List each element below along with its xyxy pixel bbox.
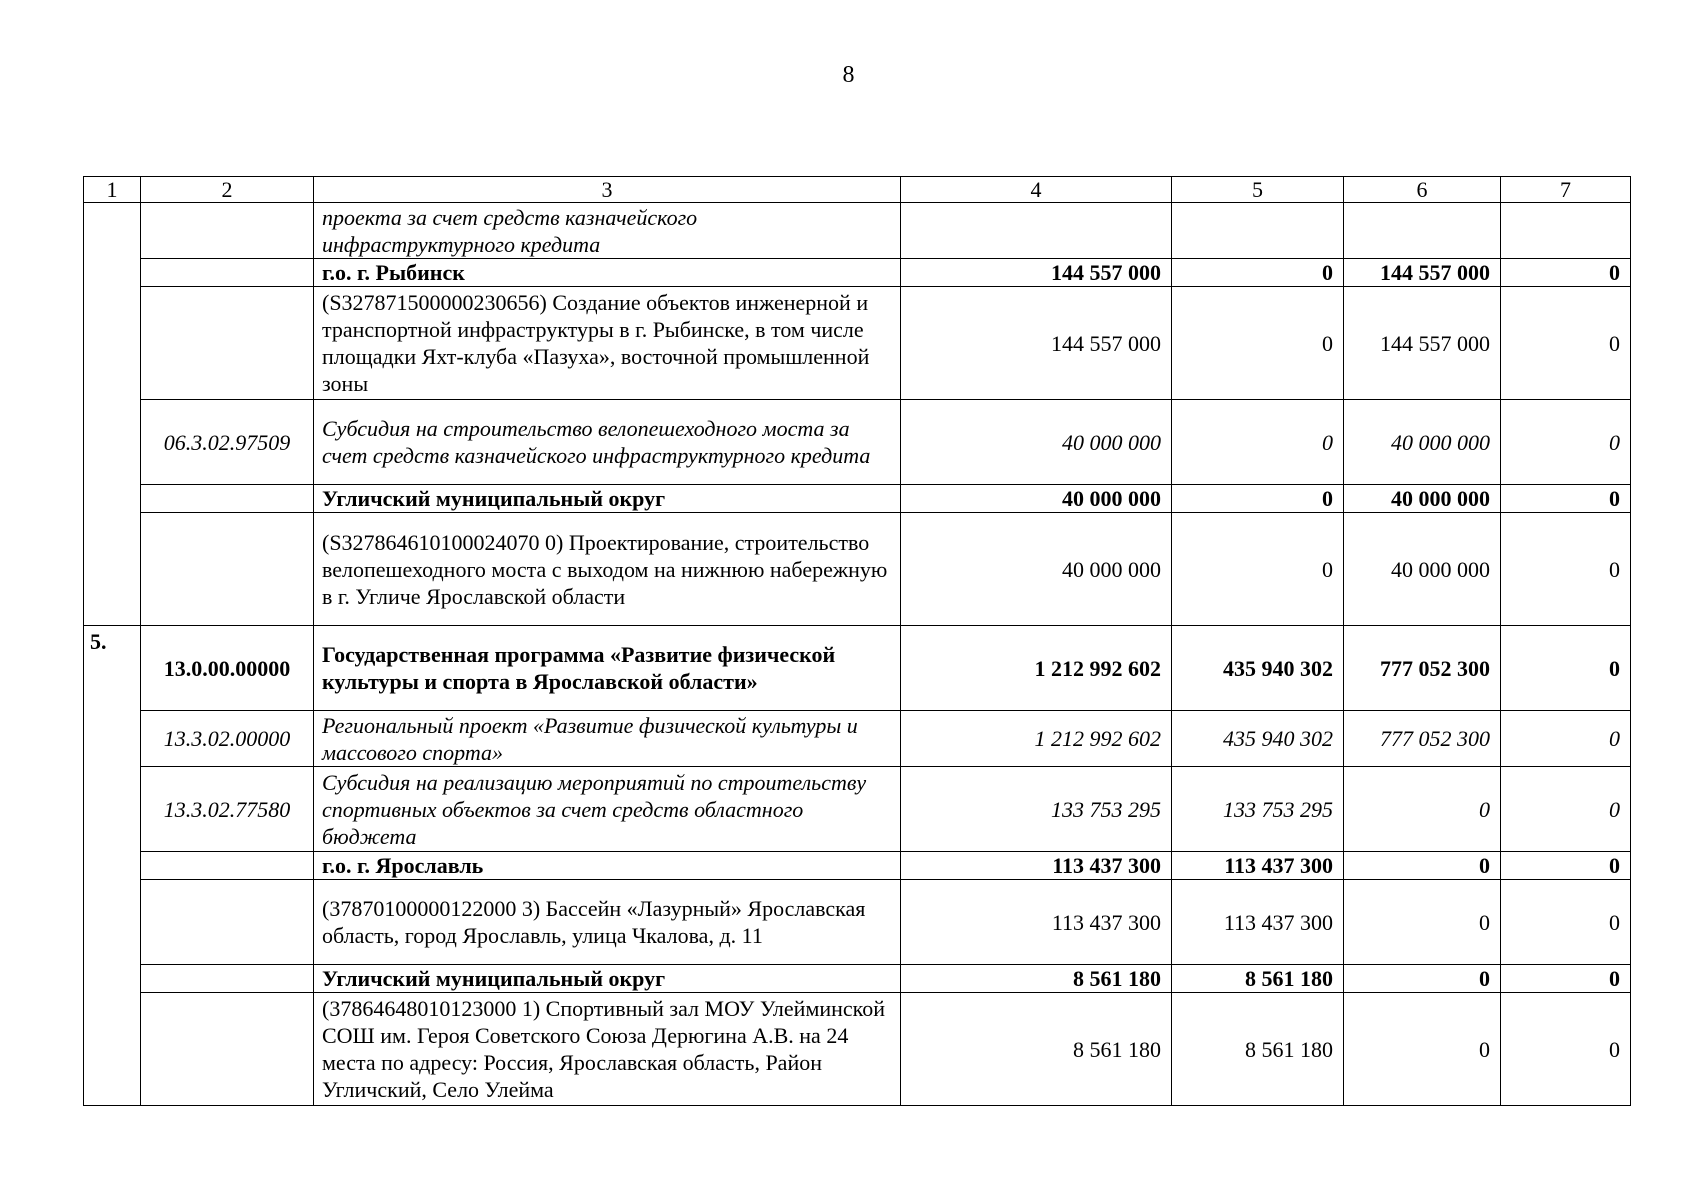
- amount-cell: 0: [1344, 880, 1501, 965]
- code-cell: 13.0.00.00000: [141, 626, 314, 711]
- table-row: [84, 400, 1631, 485]
- table-header-row: [84, 177, 1631, 203]
- amount-cell: [1501, 203, 1631, 259]
- column-header: 6: [1344, 177, 1501, 203]
- amount-cell: 0: [1344, 993, 1501, 1106]
- description-cell: г.о. г. Рыбинск: [314, 259, 901, 287]
- amount-cell: 144 557 000: [1344, 287, 1501, 400]
- code-cell: 06.3.02.97509: [141, 400, 314, 485]
- amount-cell: 113 437 300: [1172, 880, 1344, 965]
- amount-cell: 0: [1501, 400, 1631, 485]
- amount-cell: 8 561 180: [901, 993, 1172, 1106]
- amount-cell: 144 557 000: [901, 259, 1172, 287]
- amount-cell: 777 052 300: [1344, 711, 1501, 767]
- code-cell: [141, 880, 314, 965]
- amount-cell: 435 940 302: [1172, 711, 1344, 767]
- amount-cell: 0: [1501, 513, 1631, 626]
- amount-cell: 0: [1172, 287, 1344, 400]
- column-header: 2: [141, 177, 314, 203]
- amount-cell: 8 561 180: [1172, 993, 1344, 1106]
- column-header: 4: [901, 177, 1172, 203]
- description-cell: проекта за счет средств казначейского инфраструктурного кредита: [314, 203, 901, 259]
- amount-cell: 0: [1501, 711, 1631, 767]
- table-row: [84, 993, 1631, 1106]
- description-cell: Государственная программа «Развитие физической культуры и спорта в Ярославской области»: [314, 626, 901, 711]
- amount-cell: 40 000 000: [901, 400, 1172, 485]
- amount-cell: 0: [1344, 965, 1501, 993]
- amount-cell: 113 437 300: [901, 880, 1172, 965]
- description-cell: Угличский муниципальный округ: [314, 965, 901, 993]
- table-row: [84, 852, 1631, 880]
- amount-cell: [1172, 203, 1344, 259]
- amount-cell: 1 212 992 602: [901, 626, 1172, 711]
- amount-cell: 0: [1501, 287, 1631, 400]
- table-row: [84, 259, 1631, 287]
- column-header: 1: [84, 177, 141, 203]
- table-row: [84, 287, 1631, 400]
- page-number: 8: [842, 62, 855, 88]
- amount-cell: 40 000 000: [901, 485, 1172, 513]
- code-cell: [141, 993, 314, 1106]
- amount-cell: 8 561 180: [1172, 965, 1344, 993]
- amount-cell: 435 940 302: [1172, 626, 1344, 711]
- table-row: [84, 711, 1631, 767]
- description-cell: (S327871500000230656) Создание объектов инженерной и транспортной инфраструктуры в г. Рыбинске, в том числе площадки Яхт-клуба «Пазуха», восточной промышленной зоны: [314, 287, 901, 400]
- table-row: [84, 767, 1631, 852]
- amount-cell: 0: [1172, 513, 1344, 626]
- row-index-cell: [84, 203, 141, 626]
- amount-cell: 8 561 180: [901, 965, 1172, 993]
- amount-cell: 0: [1501, 852, 1631, 880]
- amount-cell: 0: [1501, 993, 1631, 1106]
- amount-cell: 1 212 992 602: [901, 711, 1172, 767]
- amount-cell: 0: [1501, 965, 1631, 993]
- amount-cell: 0: [1344, 767, 1501, 852]
- table-row: [84, 485, 1631, 513]
- description-cell: (37864648010123000 1) Спортивный зал МОУ Улейминской СОШ им. Героя Советского Союза Дерюгина А.В. на 24 места по адресу: Россия, Ярославская область, Район Угличский, Село Улейма: [314, 993, 901, 1106]
- amount-cell: 144 557 000: [1344, 259, 1501, 287]
- column-header: 5: [1172, 177, 1344, 203]
- code-cell: [141, 203, 314, 259]
- description-cell: Субсидия на реализацию мероприятий по строительству спортивных объектов за счет средств областного бюджета: [314, 767, 901, 852]
- amount-cell: 113 437 300: [1172, 852, 1344, 880]
- amount-cell: 0: [1501, 259, 1631, 287]
- amount-cell: 40 000 000: [1344, 513, 1501, 626]
- table-row: [84, 965, 1631, 993]
- amount-cell: 0: [1501, 626, 1631, 711]
- code-cell: [141, 259, 314, 287]
- description-cell: (37870100000122000 3) Бассейн «Лазурный» Ярославская область, город Ярославль, улица Чкалова, д. 11: [314, 880, 901, 965]
- amount-cell: 0: [1344, 852, 1501, 880]
- code-cell: 13.3.02.77580: [141, 767, 314, 852]
- code-cell: [141, 287, 314, 400]
- description-cell: Субсидия на строительство велопешеходного моста за счет средств казначейского инфраструктурного кредита: [314, 400, 901, 485]
- amount-cell: 0: [1501, 767, 1631, 852]
- table-row: [84, 626, 1631, 711]
- code-cell: [141, 485, 314, 513]
- description-cell: г.о. г. Ярославль: [314, 852, 901, 880]
- amount-cell: 144 557 000: [901, 287, 1172, 400]
- code-cell: 13.3.02.00000: [141, 711, 314, 767]
- table-row: [84, 203, 1631, 259]
- amount-cell: 40 000 000: [1344, 485, 1501, 513]
- budget-table: [83, 176, 1631, 1106]
- table-row: [84, 513, 1631, 626]
- amount-cell: 777 052 300: [1344, 626, 1501, 711]
- amount-cell: [1344, 203, 1501, 259]
- table-row: [84, 880, 1631, 965]
- description-cell: Угличский муниципальный округ: [314, 485, 901, 513]
- amount-cell: 133 753 295: [1172, 767, 1344, 852]
- code-cell: [141, 965, 314, 993]
- amount-cell: 0: [1172, 259, 1344, 287]
- amount-cell: 0: [1172, 485, 1344, 513]
- amount-cell: 0: [1172, 400, 1344, 485]
- code-cell: [141, 513, 314, 626]
- column-header: 3: [314, 177, 901, 203]
- description-cell: Региональный проект «Развитие физической культуры и массового спорта»: [314, 711, 901, 767]
- amount-cell: 0: [1501, 485, 1631, 513]
- amount-cell: 40 000 000: [1344, 400, 1501, 485]
- amount-cell: 133 753 295: [901, 767, 1172, 852]
- amount-cell: 113 437 300: [901, 852, 1172, 880]
- code-cell: [141, 852, 314, 880]
- amount-cell: 0: [1501, 880, 1631, 965]
- description-cell: (S327864610100024070 0) Проектирование, строительство велопешеходного моста с выходом на нижнюю набережную в г. Угличе Ярославской области: [314, 513, 901, 626]
- amount-cell: [901, 203, 1172, 259]
- amount-cell: 40 000 000: [901, 513, 1172, 626]
- column-header: 7: [1501, 177, 1631, 203]
- row-index-cell: 5.: [84, 626, 141, 1106]
